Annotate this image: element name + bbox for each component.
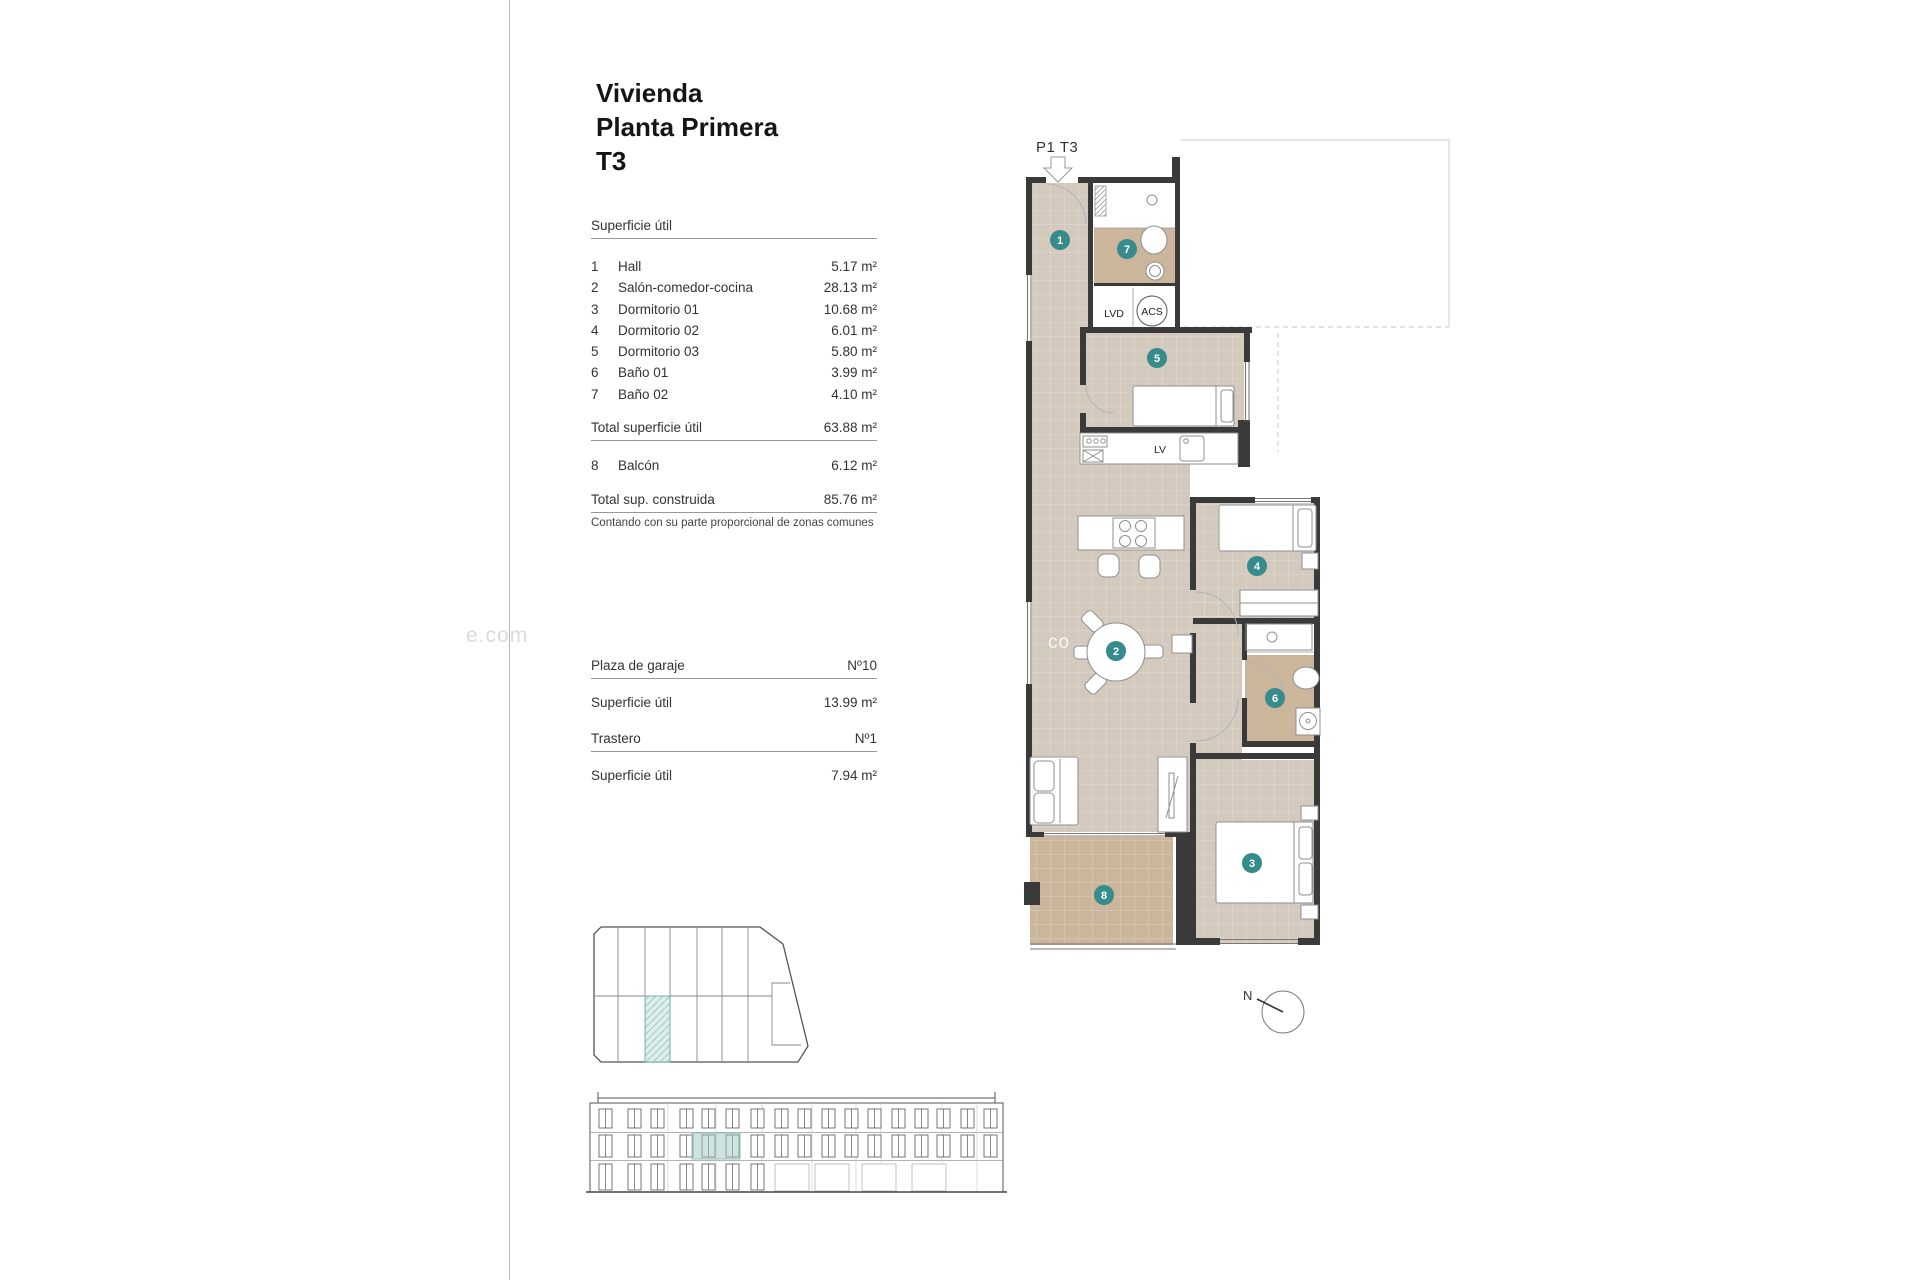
compass	[1243, 988, 1304, 1033]
svg-text:2: 2	[1112, 646, 1120, 658]
total-util-value: 63.88 m²	[823, 420, 877, 435]
garage-label: Plaza de garaje	[591, 658, 685, 673]
washer-icon	[1296, 708, 1320, 735]
footprint-highlight	[645, 996, 670, 1062]
storage-number: Nº1	[854, 731, 877, 746]
svg-text:6: 6	[1271, 693, 1279, 705]
balcony-name: Balcón	[618, 458, 660, 473]
title-line-1: Vivienda	[596, 78, 703, 108]
bed-double-dorm01	[1216, 822, 1313, 903]
lv-label: LV	[1153, 444, 1167, 456]
garage-number: Nº10	[847, 658, 877, 673]
plan-unit-label: P1 T3	[1036, 139, 1079, 156]
badge-balcony	[1094, 885, 1114, 905]
table-header-label: Superficie útil	[591, 218, 673, 233]
balcony-num: 8	[591, 458, 599, 473]
table-row: 1 Hall 5.17 m²	[591, 259, 877, 274]
table-row: 4 Dormitorio 02 6.01 m²	[591, 322, 877, 338]
footprint-diagram	[594, 927, 808, 1062]
toilet-icon	[1147, 195, 1157, 205]
table-row: 3 Dormitorio 01 10.68 m²	[591, 301, 877, 317]
svg-text:3: 3	[1248, 858, 1256, 870]
table-row: 6 Baño 01 3.99 m²	[591, 365, 877, 381]
badge-bath02	[1117, 239, 1137, 259]
washbasin-icon	[1146, 262, 1164, 280]
badge-hall	[1050, 230, 1070, 250]
nightstand	[1301, 905, 1318, 919]
tv-unit	[1158, 757, 1187, 832]
storage-label: Trastero	[591, 731, 641, 746]
storage-area-value: 7.94 m²	[831, 768, 877, 783]
badge-salon	[1106, 641, 1126, 661]
bed-single-dorm03	[1133, 386, 1234, 426]
table-row: 2 Salón-comedor-cocina 28.13 m²	[591, 280, 877, 296]
badge-dorm01	[1242, 853, 1262, 873]
garage-area-value: 13.99 m²	[823, 695, 877, 710]
total-util-label: Total superficie útil	[591, 420, 703, 435]
balcony-value: 6.12 m²	[831, 458, 877, 473]
bathtub-basin-icon	[1141, 226, 1167, 254]
installation-duct	[1095, 186, 1106, 216]
acs-label: ACS	[1141, 306, 1163, 318]
stool-icon	[1098, 554, 1119, 577]
svg-text:8: 8	[1100, 890, 1108, 902]
badge-bath01	[1265, 688, 1285, 708]
stool-icon	[1139, 555, 1160, 578]
entry-arrow-icon	[1044, 157, 1072, 182]
garage-area-label: Superficie útil	[591, 695, 673, 710]
shower-drain-icon	[1267, 632, 1277, 642]
title-line-3: T3	[596, 146, 627, 176]
shower-tray	[1246, 624, 1312, 650]
svg-text:4: 4	[1253, 561, 1261, 573]
elevation-diagram	[586, 1092, 1007, 1192]
nightstand	[1302, 553, 1318, 569]
svg-text:1: 1	[1056, 235, 1064, 247]
facade-windows	[599, 1109, 997, 1191]
nightstand	[1301, 806, 1318, 820]
table-row: 7 Baño 02 4.10 m²	[591, 386, 877, 402]
watermark-right: co	[1048, 632, 1071, 653]
title-line-2: Planta Primera	[596, 112, 779, 142]
watermark-left: e.com	[466, 624, 529, 647]
sofa	[1030, 757, 1078, 825]
total-construida-value: 85.76 m²	[823, 492, 877, 507]
washbasin-icon	[1293, 667, 1319, 689]
side-table	[1172, 635, 1192, 653]
table-note: Contando con su parte proporcional de zonas comunes	[591, 517, 874, 529]
badge-dorm02	[1247, 556, 1267, 576]
compass-n-label: N	[1243, 988, 1253, 1003]
svg-text:7: 7	[1123, 244, 1131, 256]
storage-area-label: Superficie útil	[591, 768, 673, 783]
elevation-highlight	[692, 1133, 740, 1159]
svg-text:5: 5	[1153, 353, 1161, 365]
bed-single-dorm02	[1219, 505, 1316, 551]
lvd-label: LVD	[1104, 308, 1124, 320]
total-construida-label: Total sup. construida	[591, 492, 715, 507]
badge-dorm03	[1147, 348, 1167, 368]
table-row: 5 Dormitorio 03 5.80 m²	[591, 344, 877, 360]
